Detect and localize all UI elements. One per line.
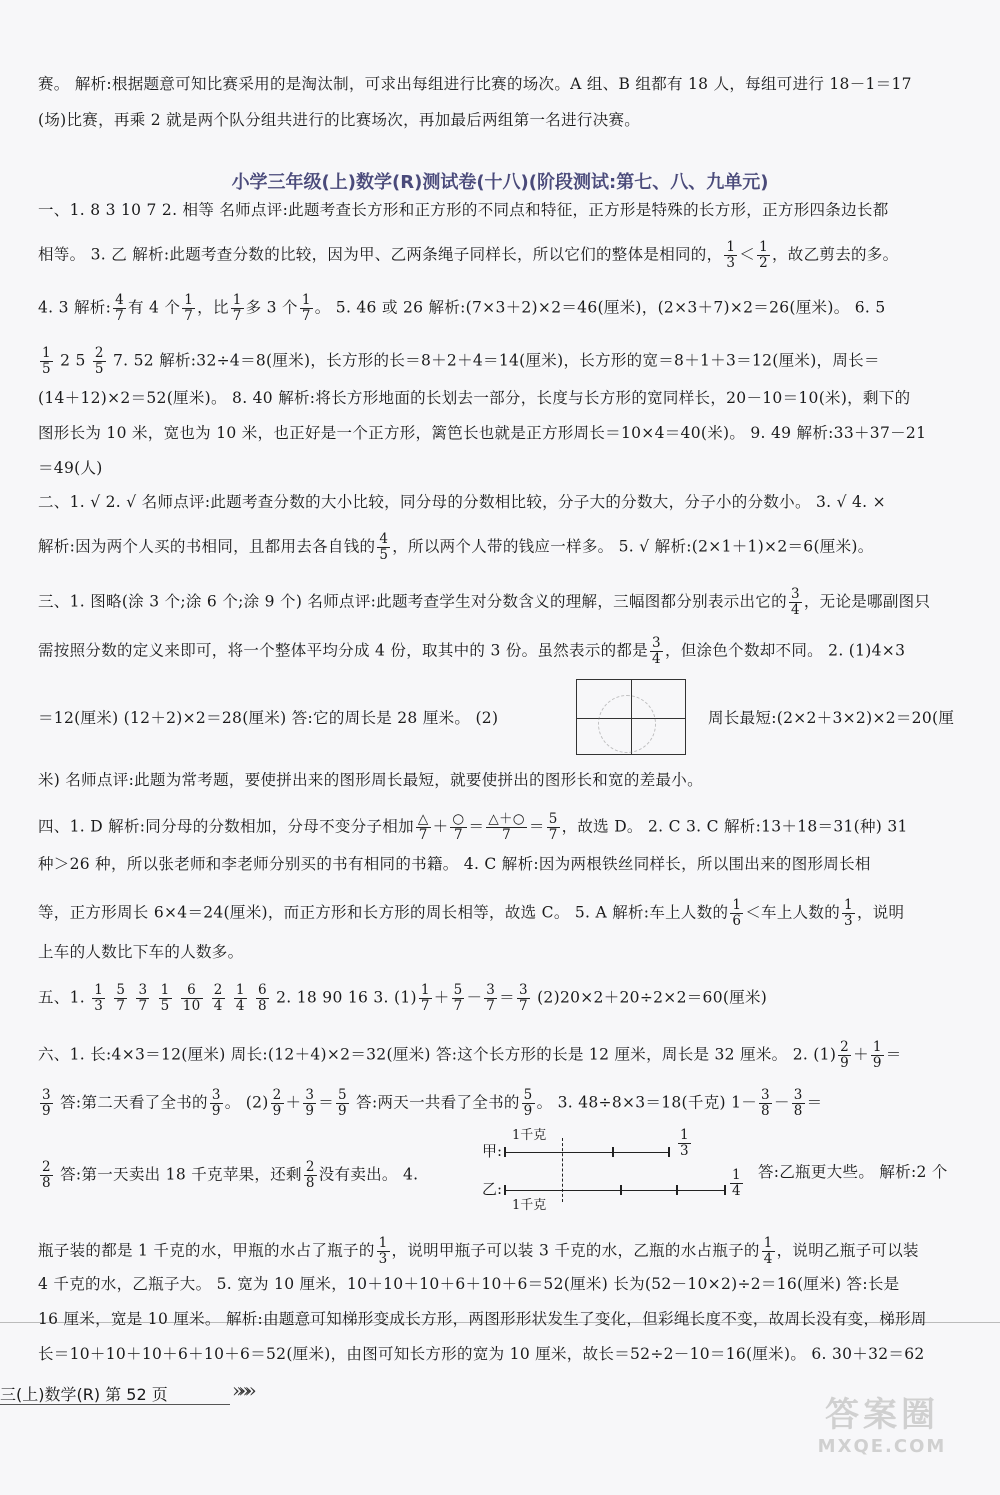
s6-line-3c: 答:乙瓶更大些。 解析:2 个	[758, 1163, 948, 1181]
s6-line-3a: $\frac{2}{8}$ 答:第一天卖出 18 千克苹果，还剩 $\frac{2}{8}$ 没有卖出。 4.	[42, 1159, 419, 1191]
label-yi: 乙:	[482, 1180, 503, 1198]
s6-line-2: $\frac{3}{9}$ 答:第二天看了全书的 $\frac{3}{9}$ 。 (2) $\frac{2}{9}$ ＋ $\frac{3}{9}$ ＝ $\frac{5}{9}$ 答:两天一共看了全书的 $\frac{5}{9}$ 。 3. 48÷8×3＝18(千克) 1－ $\frac{3}{8}$ － $\frac{3}{8}$ ＝	[42, 1087, 823, 1119]
stamp-mark	[598, 695, 656, 753]
s1-line-2: 相等。 3. 乙 解析:此题考查分数的比较，因为甲、乙两条绳子同样长，所以它们的整体是相同的， $\frac{1}{3}$ ＜ $\frac{1}{2}$ ，故乙剪去的多。	[38, 239, 899, 271]
s1-line-6: 图形长为 10 米，宽也为 10 米，也正好是一个正方形，篱笆长也就是正方形周长＝10×4＝40(米)。 9. 49 解析:33＋37－21	[38, 424, 927, 442]
s2-line-2: 解析:因为两个人买的书相同，且都用去各自钱的 $\frac{4}{5}$ ，所以两个人带的钱应一样多。 5. √ 解析:(2×1＋1)×2＝6(厘米)。	[38, 531, 874, 563]
page-footer: 三(上)数学(R) 第 52 页	[0, 1385, 168, 1404]
page-title: 小学三年级(上)数学(R)测试卷(十八)(阶段测试:第七、八、九单元)	[231, 172, 769, 193]
label-jia: 甲:	[482, 1142, 503, 1160]
s1-line-1: 一、1. 8 3 10 7 2. 相等 名师点评:此题考查长方形和正方形的不同点和特征，正方形是特殊的长方形，正方形四条边长都	[38, 201, 889, 219]
s3-line-4: 米) 名师点评:此题为常考题，要使拼出来的图形周长最短，就要使拼出的图形长和宽的差最小。	[38, 771, 703, 789]
footer-rule	[0, 1404, 230, 1405]
fraction: $\frac{1}{3}$	[726, 239, 736, 271]
s4-line-3: 等，正方形周长 6×4＝24(厘米)，而正方形和长方形的周长相等，故选 C。 5. A 解析:车上人数的 $\frac{1}{6}$ ＜车上人数的 $\frac{1}{3}$ ，说明	[38, 897, 905, 929]
fraction-one-quarter: $\frac{1}{4}$	[732, 1167, 741, 1199]
s1-line-7: ＝49(人)	[38, 459, 103, 477]
top-line-1: 赛。 解析:根据题意可知比赛采用的是淘汰制，可求出每组进行比赛的场次。A 组、B 组都有 18 人，每组可进行 18－1＝17	[38, 75, 912, 93]
s3-line-3a: ＝12(厘米) (12＋2)×2＝28(厘米) 答:它的周长是 28 厘米。 (2)	[38, 709, 499, 727]
s4-line-2: 种＞26 种，所以张老师和李老师分别买的书有相同的书籍。 4. C 解析:因为两根铁丝同样长，所以围出来的图形周长相	[38, 855, 871, 873]
s3-line-2: 需按照分数的定义来即可，将一个整体平均分成 4 份，取其中的 3 份。虽然表示的都是 $\frac{3}{4}$ ，但涂色个数却不同。 2. (1)4×3	[38, 635, 906, 667]
s6-line-4: 瓶子装的都是 1 千克的水，甲瓶的水占了瓶子的 $\frac{1}{3}$ ，说明甲瓶子可以装 3 千克的水，乙瓶的水占瓶子的 $\frac{1}{4}$ ，说明乙瓶子可以装	[38, 1235, 919, 1267]
arrow-decoration-icon: »»»	[232, 1378, 251, 1402]
s1-line-4: $\frac{1}{5}$ 2 5 $\frac{2}{5}$ 7. 52 解析:32÷4＝8(厘米)，长方形的长＝8＋2＋4＝14(厘米)，长方形的宽＝8＋1＋3＝12(厘米)，周长＝	[42, 345, 880, 377]
s3-line-3b: 周长最短:(2×2＋3×2)×2＝20(厘	[708, 709, 955, 727]
watermark-logo: 答案圈 MXQE.COM	[817, 1395, 947, 1457]
dashed-divider	[562, 1138, 563, 1202]
jia-line	[504, 1152, 668, 1153]
top-line-2: (场)比赛，再乘 2 就是两个队分组共进行的比赛场次，再加最后两组第一名进行决赛。	[38, 111, 641, 129]
s4-line-1: 四、1. D 解析:同分母的分数相加，分母不变分子相加 $\frac{\triangle}{7}$ ＋ $\frac{○}{7}$ ＝ $\frac{\triangle+○}{7}$ ＝ $\frac{5}{7}$ ，故选 D。 2. C 3. C 解析:13＋18＝31(种) 31	[38, 811, 908, 843]
s2-line-1: 二、1. √ 2. √ 名师点评:此题考查分数的大小比较，同分母的分数相比较，分子大的分数大，分子小的分数小。 3. √ 4. ×	[38, 493, 886, 511]
s3-line-1: 三、1. 图略(涂 3 个;涂 6 个;涂 9 个) 名师点评:此题考查学生对分数含义的理解，三幅图都分别表示出它的 $\frac{3}{4}$ ，无论是哪副图只	[38, 586, 931, 618]
s5-line-1: 五、1. $\frac{1}{3}$ $\frac{5}{7}$ $\frac{3}{7}$ $\frac{1}{5}$ $\frac{6}{10}$ $\frac{2}{4}$ $\frac{1}{4}$ $\frac{6}{8}$ 2. 18 90 16 3. (1) $\frac{1}{7}$ ＋ $\frac{5}{7}$ － $\frac{3}{7}$ ＝ $\frac{3}{7}$ (2)20×2＋20÷2×2＝60(厘米)	[38, 982, 768, 1014]
s4-line-4: 上车的人数比下车的人数多。	[38, 943, 244, 961]
label-kg-top: 1千克	[512, 1128, 547, 1143]
label-kg-bottom: 1千克	[512, 1198, 547, 1213]
fraction-one-third: $\frac{1}{3}$	[680, 1127, 689, 1159]
s6-line-6: 16 厘米，宽是 10 厘米。 解析:由题意可知梯形变成长方形，两图形形状发生了变化，但彩绳长度不变，故周长没有变，梯形周	[38, 1310, 927, 1328]
s6-line-7: 长＝10＋10＋10＋6＋10＋6＝52(厘米)，由图可知长方形的宽为 10 厘米，故长＝52÷2－10＝16(厘米)。 6. 30＋32＝62	[38, 1345, 925, 1363]
fraction: $\frac{1}{2}$	[759, 239, 768, 271]
s1-line-3: 4. 3 解析: $\frac{4}{7}$ 有 4 个 $\frac{1}{7}$ ，比 $\frac{1}{7}$ 多 3 个 $\frac{1}{7}$ 。 5. 46 或 26 解析:(7×3＋2)×2＝46(厘米)，(2×3＋7)×2＝26(厘米)。 6. 5	[38, 292, 886, 324]
bottle-line-diagram	[476, 1128, 776, 1218]
s6-line-5: 4 千克的水，乙瓶子大。 5. 宽为 10 厘米，10＋10＋10＋6＋10＋6＝52(厘米) 长为(52－10×2)÷2＝16(厘米) 答:长是	[38, 1275, 900, 1293]
s1-line-5: (14＋12)×2＝52(厘米)。 8. 40 解析:将长方形地面的长划去一部分，长度与长方形的宽同样长，20－10＝10(米)，剩下的	[38, 389, 911, 407]
s6-line-1: 六、1. 长:4×3＝12(厘米) 周长:(12＋4)×2＝32(厘米) 答:这个长方形的长是 12 厘米，周长是 32 厘米。 2. (1) $\frac{2}{9}$ ＋ $\frac{1}{9}$ ＝	[38, 1039, 902, 1071]
yi-line	[504, 1190, 724, 1191]
